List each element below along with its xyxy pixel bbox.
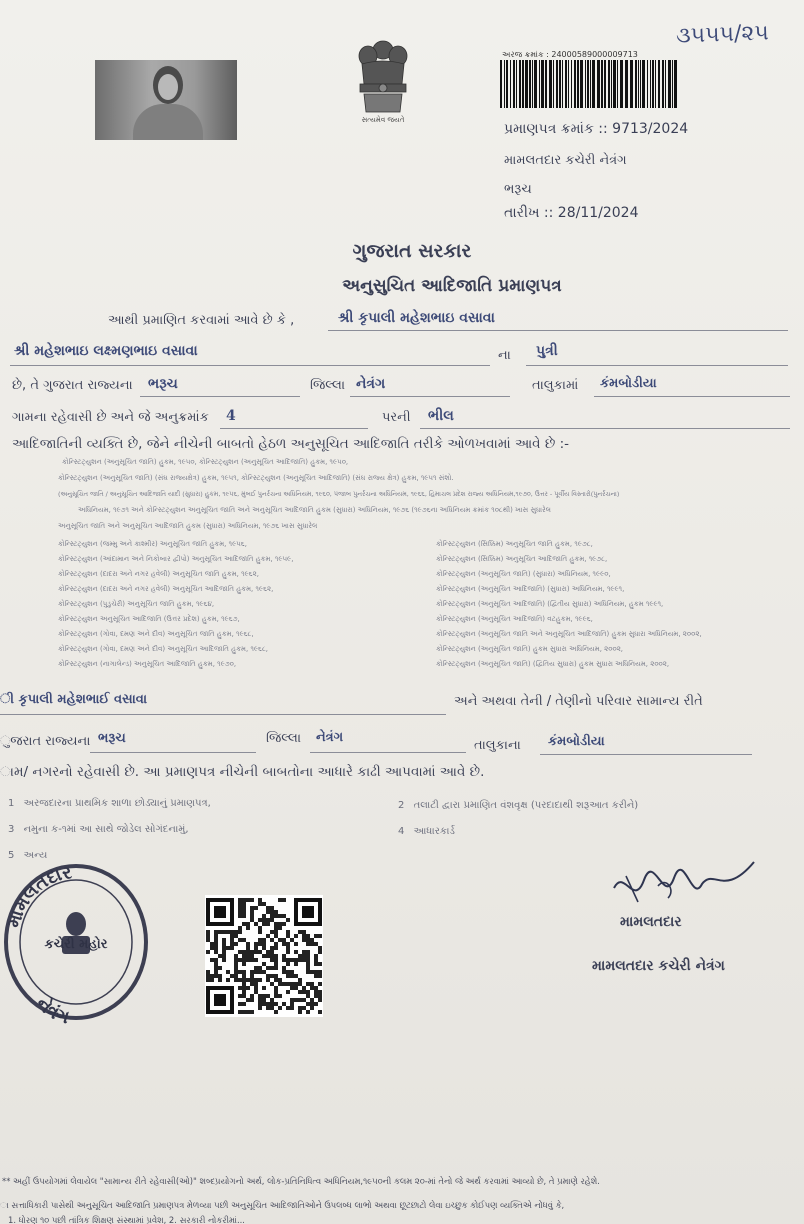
second-taluka-label: તાલુકાના — [474, 738, 521, 753]
seal-middle-text: કચેરી મહોર — [44, 937, 108, 952]
order-line: કોન્સ્ટિટ્યુશન (સિક્કિમ) અનુસૂચિત આદિજાતિ હુકમ, ૧૯૭૮, — [436, 555, 608, 563]
caste-label: પરની — [382, 410, 411, 425]
order-line: કોન્સ્ટિટ્યુશન (સિક્કિમ) અનુસૂચિત જાતિ હુકમ, ૧૯૭૮, — [436, 540, 593, 548]
order-line: કોન્સ્ટિટ્યુશન (અનુસૂચિત જાતિ) હુકમ સુધારા અધિનિયમ, ૨૦૦૨, — [436, 645, 624, 653]
tribe-sentence: આદિજાતિની વ્યક્તિ છે, જેને નીચેની બાબતો હેઠળ અનુસૂચિત આદિજાતિ તરીકે ઓળખવામાં આવે છે :- — [12, 436, 570, 452]
order-line: કોન્સ્ટિટ્યુશન (અનુસૂચિત જાતિ) હુકમ, ૧૯૫૦, કોન્સ્ટિટ્યુશન (અનુસૂચિત આદિજાતિ) હુકમ, ૧૯૫૦, — [62, 458, 349, 466]
document-text: આધારકાર્ડ — [413, 826, 455, 837]
taluka-underline — [594, 396, 790, 397]
orders-left-list — [58, 540, 388, 675]
order-line: અધિનિયમ, ૧૯૭૧ અને કોન્સ્ટિટ્યુશન અનુસૂચિત જાતિ અને અનુસૂચિત આદિજાતિ હુકમ (સુધારા) અધિનિયમ, ૧૯૭૬ (૧૯૭૬ના અધિનિયમ ક્રમાંક ૧૦૮થી) ખાસ સુધારેલ — [78, 506, 551, 514]
qr-code-icon — [205, 895, 323, 1017]
serial-number: 4 — [226, 408, 236, 424]
father-name: શ્રી મહેશભાઇ લક્ષ્મણભાઇ વસાવા — [14, 343, 198, 359]
second-district-value: નેત્રંગ — [316, 730, 344, 745]
issuing-district: ભરૂચ — [504, 182, 532, 197]
order-line: કોન્સ્ટિટ્યુશન (અનુસૂચિત જાતિ) (દ્વિતિય સુધારા) હુકમ સુધારા અધિનિયમ, ૨૦૦૨, — [436, 660, 670, 668]
issuing-office: મામલતદાર કચેરી નેત્રંગ — [504, 153, 627, 168]
order-line: કોન્સ્ટિટ્યુશન (અનુસૂચિત જાતિ) (સુધારા) અધિનિયમ, ૧૯૯૦, — [436, 570, 611, 578]
orders-full-list — [58, 458, 798, 531]
second-taluka-underline — [540, 754, 752, 755]
district-underline — [350, 396, 510, 397]
document-number: 2 — [398, 800, 405, 811]
state-underline — [140, 396, 300, 397]
state-label: છે, તે ગુજરાત રાજ્યના — [12, 378, 133, 393]
order-line: કોન્સ્ટિટ્યુશન (આંદામાન અને નિકોબાર દ્વીપો) અનુસૂચિત આદિજાતિ હુકમ, ૧૯૫૯, — [58, 555, 294, 563]
taluka-label: તાલુકામાં — [532, 378, 579, 393]
signature-scribble — [604, 858, 764, 922]
order-line: (અનુસૂચિત જાતિ / અનુસૂચિત આદિજાતિ યાદી (સુધારા) હુકમ, ૧૯૫૬, મુંબઈ પુનર્રચના અધિનિયમ, ૧૯૬૦, પંજાબ પુનર્રચના અધિનિયમ, ૧૯૬૬, હિમાચલ પ્રદેશ રાજ્ય અધિનિયમ,૧૯૭૦, ઉત્તર - પૂર્વીય વિસ્તારો(પુનર્રચના) — [58, 490, 620, 498]
second-district-label: જિલ્લા — [266, 731, 302, 746]
barcode-block — [500, 50, 678, 112]
order-line: કોન્સ્ટિટ્યુશન (અનુસૂચિત આદિજાતિ) (સુધારા) અધિનિયમ, ૧૯૯૧, — [436, 585, 625, 593]
order-line: કોન્સ્ટિટ્યુશન અનુસૂચિત આદિજાતિ (ઉત્તર પ્રદેશ) હુકમ, ૧૯૬૭, — [58, 615, 240, 623]
caste-underline — [420, 428, 790, 429]
certify-label: આથી પ્રમાણિત કરવામાં આવે છે કે , — [108, 313, 295, 328]
caste-value: ભીલ — [428, 408, 454, 424]
second-name-underline — [0, 714, 446, 715]
government-title: ગુજરાત સરકાર — [352, 240, 472, 262]
order-line: અનુસૂચિત જાતિ અને અનુસૂચિત આદિજાતિ હુકમ (સુધારા) અધિનિયમ, ૧૯૭૬ ખાસ સુધારેલ — [58, 522, 318, 530]
applicant-photo — [95, 60, 237, 140]
signatory-designation: મામલતદાર — [620, 914, 682, 930]
order-line: કોન્સ્ટિટ્યુશન (અનુસૂચિત જાતિ અને અનુસૂચિત આદિજાતિ) હુકમ સુધારા અધિનિયમ, ૨૦૦૨, — [436, 630, 702, 638]
document-number: 1 — [8, 798, 15, 809]
signatory-office: મામલતદાર કચેરી નેત્રંગ — [592, 958, 725, 974]
applicant-name: શ્રી કૃપાલી મહેશભાઇ વસાવા — [338, 310, 495, 326]
document-text: નમુના ક-૧માં આ સાથે જોડેલ સોગંદનામું, — [23, 824, 189, 835]
order-line: કોન્સ્ટિટ્યુશન (જમ્મુ અને કાશ્મીર) અનુસૂચિત જાતિ હુકમ, ૧૯૫૬, — [58, 540, 247, 548]
orders-right-list — [436, 540, 796, 675]
document-text: અન્ય — [23, 850, 48, 861]
national-emblem-icon — [348, 36, 418, 124]
second-state-underline — [90, 752, 256, 753]
second-state-label: ુજરાત રાજ્યના — [0, 734, 91, 749]
order-line: કોન્સ્ટિટ્યુશન (ગોવા, દમણ અને દીવ) અનુસૂચિત જાતિ હુકમ, ૧૯૬૮, — [58, 630, 254, 638]
second-district-underline — [310, 752, 466, 753]
document-number: 5 — [8, 850, 15, 861]
barcode-label: અરજ ક્રમાંક : 24000589000009713 — [502, 50, 638, 59]
family-label: અને અથવા તેની / તેણીનો પરિવાર સામાન્ય રીતે — [454, 694, 703, 709]
taluka-value: કંમબોડીયા — [600, 376, 657, 391]
order-line: કોન્સ્ટિટ્યુશન (પુડુચેરી) અનુસૂચિત જાતિ હુકમ, ૧૯૬૪, — [58, 600, 215, 608]
second-state-value: ભરૂચ — [98, 731, 126, 746]
serial-underline — [220, 428, 368, 429]
document-item — [398, 826, 455, 837]
document-number: 4 — [398, 826, 405, 837]
of-label: ના — [498, 348, 511, 363]
certificate-number: પ્રમાણપત્ર ક્રમાંક :: 9713/2024 — [504, 121, 689, 137]
district-value: નેત્રંગ — [356, 376, 386, 392]
order-line: કોન્સ્ટિટ્યુશન (અનુસૂચિત આદિજાતિ) (દ્વિતીય સુધારા) અધિનિયમ, હુકમ ૧૯૯૧, — [436, 600, 664, 608]
certificate-title: અનુસુચિત આદિજાતિ પ્રમાણપત્ર — [342, 276, 562, 296]
seal-top-text: મામલતદાર — [3, 862, 74, 931]
handwritten-reference: ૩૫૫૫/૨૫ — [675, 20, 770, 49]
order-line: કોન્સ્ટિટ્યુશન (દાદરા અને નગર હવેલી) અનુસૂચિત આદિજાતિ હુકમ, ૧૯૬૨, — [58, 585, 274, 593]
document-number: 3 — [8, 824, 15, 835]
relation-value: પુત્રી — [536, 343, 558, 359]
order-line: કોન્સ્ટિટ્યુશન (અનુસૂચિત આદિજાતિ) વટહુકમ, ૧૯૯૬, — [436, 615, 593, 623]
footer-note: 1. ધોરણ ૧૦ પછી તાંત્રિક શિક્ષણ સંસ્થામાં પ્રવેશ, 2. સરકારી નોકરીમાં... — [8, 1215, 245, 1224]
state-value: ભરૂચ — [148, 376, 178, 392]
order-line: કોન્સ્ટિટ્યુશન (અનુસૂચિત જાતિ) (સંઘ રાજ્યક્ષેત્ર) હુકમ, ૧૯૫૧, કોન્સ્ટિટ્યુશન (અનુસૂચિત આદિજાતિ) (સંઘ રાજ્ય ક્ષેત્ર) હુકમ, ૧૯૫૧ સંશો. — [58, 474, 454, 482]
footer-note: ** અહીં ઉપયોગમાં લેવાયેલ "સામાન્ય રીતે રહેવાસી(ઓ)" શબ્દપ્રયોગનો અર્થ, લોક-પ્રતિનિધિત્વ અધિનિયમ,૧૯૫૦ની કલમ ૨૦-માં તેનો જે અર્થ કરવામાં આવ્યો છે, તે પ્રમાણે રહેશે. — [2, 1176, 600, 1186]
relation-underline — [526, 365, 788, 366]
resident-label: ગામના રહેવાસી છે અને જે અનુક્રમાંક — [12, 410, 209, 425]
office-seal-stamp — [0, 850, 150, 1030]
seal-bottom-text: નેત્રંગ — [31, 992, 72, 1029]
issue-date: તારીખ :: 28/11/2024 — [504, 205, 639, 221]
document-text: તલાટી દ્વારા પ્રમાણિત વંશવૃક્ષ (પરદાદાથી શરૂઆત કરીને) — [413, 800, 639, 811]
order-line: કોન્સ્ટિટ્યુશન (નાગાલેન્ડ) અનુસૂચિત આદિજાતિ હુકમ, ૧૯૭૦, — [58, 660, 237, 668]
document-item — [8, 798, 211, 809]
order-line: કોન્સ્ટિટ્યુશન (દાદરા અને નગર હવેલી) અનુસૂચિત જાતિ હુકમ, ૧૯૬૨, — [58, 570, 259, 578]
second-taluka-value: કંમબોડીયા — [548, 734, 605, 749]
basis-sentence: ામ/ નગરનો રહેવાસી છે. આ પ્રમાણપત્ર નીચેની બાબતોના આધારે કાઢી આપવામાં આવે છે. — [0, 764, 485, 780]
document-item — [398, 800, 638, 811]
emblem-caption: સત્યમેવ જયતે — [361, 116, 405, 124]
applicant-name-underline — [328, 330, 788, 331]
barcode-icon — [500, 60, 678, 108]
document-item — [8, 824, 189, 835]
second-applicant-name: ી કૃપાલી મહેશભાઈ વસાવા — [0, 692, 148, 707]
document-text: અરજદારના પ્રાથમિક શાળા છોડ્યાનું પ્રમાણપત્ર, — [23, 798, 211, 809]
district-label: જિલ્લા — [310, 378, 346, 393]
footer-note: ા સત્તાધિકારી પાસેથી અનુસૂચિત આદિજાતિ પ્રમાણપત્ર મેળવ્યા પછી અનુસૂચિત આદિજાતિઓને ઉપલબ્ધ લાભો અથવા છૂટછાટો લેવા ઇચ્છુક કોઈપણ વ્યક્તિએ નોંધવું કે, — [0, 1200, 565, 1210]
father-name-underline — [10, 365, 490, 366]
order-line: કોન્સ્ટિટ્યુશન (ગોવા, દમણ અને દીવ) અનુસૂચિત આદિજાતિ હુકમ, ૧૯૬૮, — [58, 645, 269, 653]
